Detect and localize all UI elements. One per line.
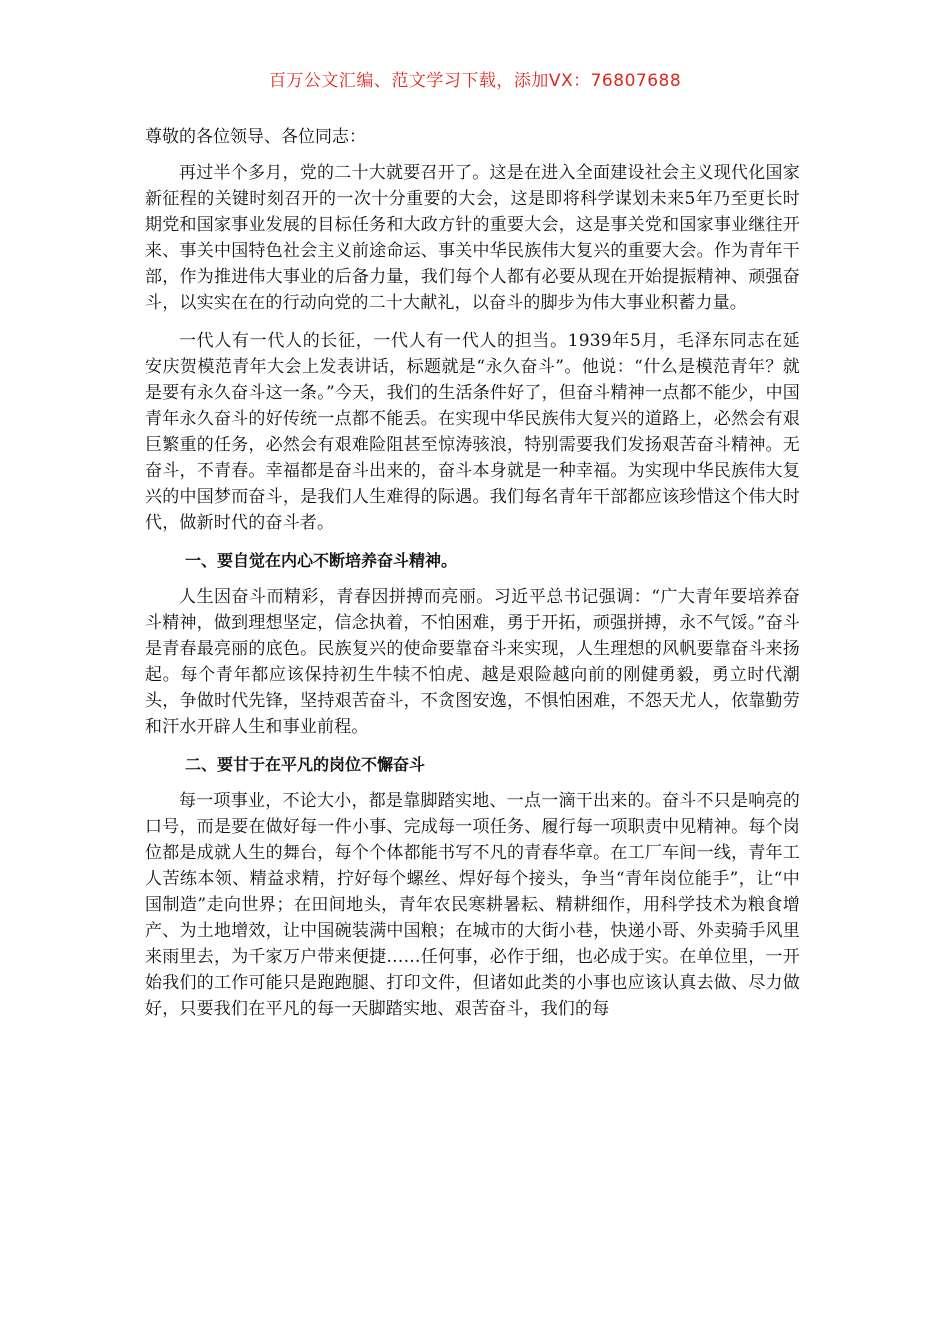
section-body-1: 人生因奋斗而精彩，青春因拼搏而亮丽。习近平总书记强调：“广大青年要培养奋斗精神，做到理想坚定，信念执着，不怕困难，勇于开拓，顽强拼搏，永不气馁。”奋斗是青春最亮丽的底色。民族复兴的使命要靠奋斗来实现，人生理想的风帆要靠奋斗来扬起。每个青年都应该保持初生牛犊不怕虎、越是艰险越向前的刚健勇毅，勇立时代潮头，争做时代先锋，坚持艰苦奋斗，不贪图安逸，不惧怕困难，不怨天尤人，依靠勤劳和汗水开辟人生和事业前程。 xyxy=(145,587,800,737)
salutation: 尊敬的各位领导、各位同志： xyxy=(145,127,366,147)
document-body xyxy=(145,124,800,1034)
section-heading-1: 一、要自觉在内心不断培养奋斗精神。 xyxy=(185,551,458,570)
paragraph-long-march: 一代人有一代人的长征，一代人有一代人的担当。1939年5月，毛泽东同志在延安庆贺模范青年大会上发表讲话，标题就是“永久奋斗”。他说：“什么是模范青年？就是要有永久奋斗这一条。”今天，我们的生活条件好了，但奋斗精神一点都不能少，中国青年永久奋斗的好传统一点都不能丢。在实现中华民族伟大复兴的道路上，必然会有艰巨繁重的任务，必然会有艰难险阻甚至惊涛骇浪，特别需要我们发扬艰苦奋斗精神。无奋斗，不青春。幸福都是奋斗出来的，奋斗本身就是一种幸福。为实现中华民族伟大复兴的中国梦而奋斗，是我们人生难得的际遇。我们每名青年干部都应该珍惜这个伟大时代，做新时代的奋斗者。 xyxy=(145,331,800,533)
paragraph-intro: 再过半个多月，党的二十大就要召开了。这是在进入全面建设社会主义现代化国家新征程的关键时刻召开的一次十分重要的大会，这是即将科学谋划未来5年乃至更长时期党和国家事业发展的目标任务和大政方针的重要大会，这是事关党和国家事业继往开来、事关中国特色社会主义前途命运、事关中华民族伟大复兴的重要大会。作为青年干部，作为推进伟大事业的后备力量，我们每个人都有必要从现在开始提振精神、顽强奋斗，以实实在在的行动向党的二十大献礼，以奋斗的脚步为伟大事业积蓄力量。 xyxy=(145,163,800,313)
section-body-2: 每一项事业，不论大小，都是靠脚踏实地、一点一滴干出来的。奋斗不只是响亮的口号，而是要在做好每一件小事、完成每一项任务、履行每一项职责中见精神。每个岗位都是成就人生的舞台，每个个体都能书写不凡的青春华章。在工厂车间一线，青年工人苦练本领、精益求精，拧好每个螺丝、焊好每个接头，争当“青年岗位能手”，让“中国制造”走向世界；在田间地头，青年农民寒耕暑耘、精耕细作，用科学技术为粮食增产、为土地增效，让中国碗装满中国粮；在城市的大街小巷，快递小哥、外卖骑手风里来雨里去，为千家万户带来便捷……任何事，必作于细，也必成于实。在单位里，一开始我们的工作可能只是跑跑腿、打印文件，但诸如此类的小事也应该认真去做、尽力做好，只要我们在平凡的每一天脚踏实地、艰苦奋斗，我们的每 xyxy=(145,791,800,1019)
header-banner: 百万公文汇编、范文学习下载，添加VX：76807688 xyxy=(268,71,682,91)
section-heading-2: 二、要甘于在平凡的岗位不懈奋斗 xyxy=(185,755,426,774)
